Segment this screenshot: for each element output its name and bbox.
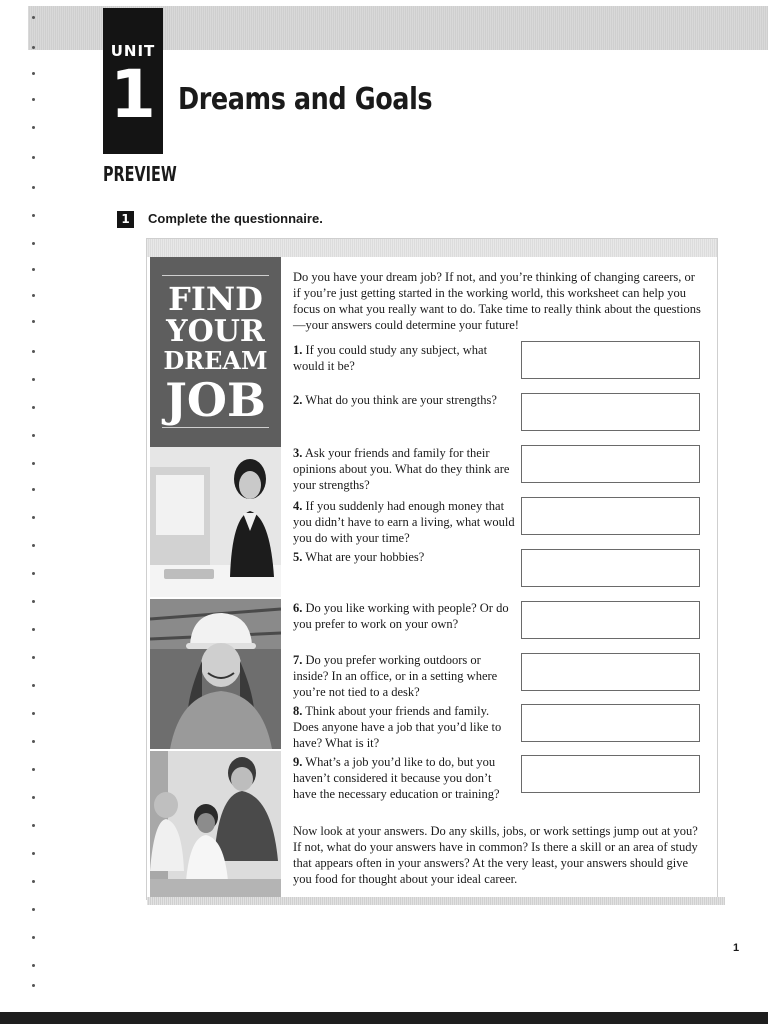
intro-text: Do you have your dream job? If not, and you’re thinking of changing careers, or if you’re just getting started in the working world, this worksheet can help you focus on what you really want to do. Take time to really think about the questions—your answers could determine your future! [293,270,701,332]
question-8 [293,703,515,751]
task-number: 1 [117,211,134,228]
question-text: What do you think are your strengths? [305,393,497,407]
answer-box-1[interactable] [521,341,700,379]
question-number: 5. [293,550,303,564]
outro-text: Now look at your answers. Do any skills, jobs, or work settings jump out at you? If not, what do your answers have in common? Is there a skill or an area of study that appears often in your answers? At the very least, your answers should give you food for thought about your ideal career. [293,824,698,886]
unit-label: UNIT [110,42,156,60]
question-number: 6. [293,601,303,615]
banner-line-4: JOB [165,373,266,427]
question-number: 9. [293,755,303,769]
answer-box-8[interactable] [521,704,700,742]
question-5 [293,549,515,565]
binding-margin-marks [30,10,40,1010]
answer-box-2[interactable] [521,393,700,431]
unit-title: Dreams and Goals [178,82,433,117]
unit-tab [103,8,163,154]
question-1 [293,342,515,374]
worksheet-panel [146,238,718,900]
question-text: What are your hobbies? [305,550,425,564]
question-text: Think about your friends and family. Does anyone have a job that you’d like to have? What is it? [293,704,502,750]
page-number: 1 [733,942,740,954]
question-text: What’s a job you’d like to do, but you haven’t considered it because you don’t have the necessary education or training? [293,755,500,801]
question-text: If you could study any subject, what would it be? [293,343,488,373]
banner-line-2: YOUR [166,314,265,349]
answer-box-6[interactable] [521,601,700,639]
question-number: 3. [293,446,303,460]
bottom-edge-bar [0,1012,768,1024]
worksheet-header-strip [147,239,717,257]
banner-line-1: FIND [168,280,263,318]
question-number: 7. [293,653,303,667]
question-number: 4. [293,499,303,513]
question-9 [293,754,515,802]
find-your-dream-job-banner [150,257,281,447]
photo-strip [150,257,281,897]
question-text: Ask your friends and family for their opinions about you. What do they think are your strengths? [293,446,510,492]
banner-rule-bottom [162,427,269,428]
question-3 [293,445,515,493]
question-number: 2. [293,393,303,407]
question-number: 1. [293,343,303,357]
answer-box-4[interactable] [521,497,700,535]
question-text: If you suddenly had enough money that you didn’t have to earn a living, what would you do with your time? [293,499,515,545]
question-2 [293,392,519,408]
question-text: Do you like working with people? Or do you prefer to work on your own? [293,601,509,631]
question-7 [293,652,515,700]
photo-classroom [150,751,281,897]
question-text: Do you prefer working outdoors or inside? In an office, or in a setting where you’re not tied to a desk? [293,653,498,699]
worksheet-footer-strip [147,897,725,905]
section-label: PREVIEW [103,162,177,186]
answer-box-9[interactable] [521,755,700,793]
question-number: 8. [293,704,303,718]
task-instruction: Complete the questionnaire. [148,211,323,226]
question-6 [293,600,515,632]
question-4 [293,498,515,546]
photo-construction-worker [150,599,281,749]
unit-number: 1 [110,56,156,133]
answer-box-3[interactable] [521,445,700,483]
banner-line-3: DREAM [163,346,268,375]
answer-box-7[interactable] [521,653,700,691]
answer-box-5[interactable] [521,549,700,587]
photo-office-woman [150,447,281,597]
banner-rule-top [162,275,269,276]
